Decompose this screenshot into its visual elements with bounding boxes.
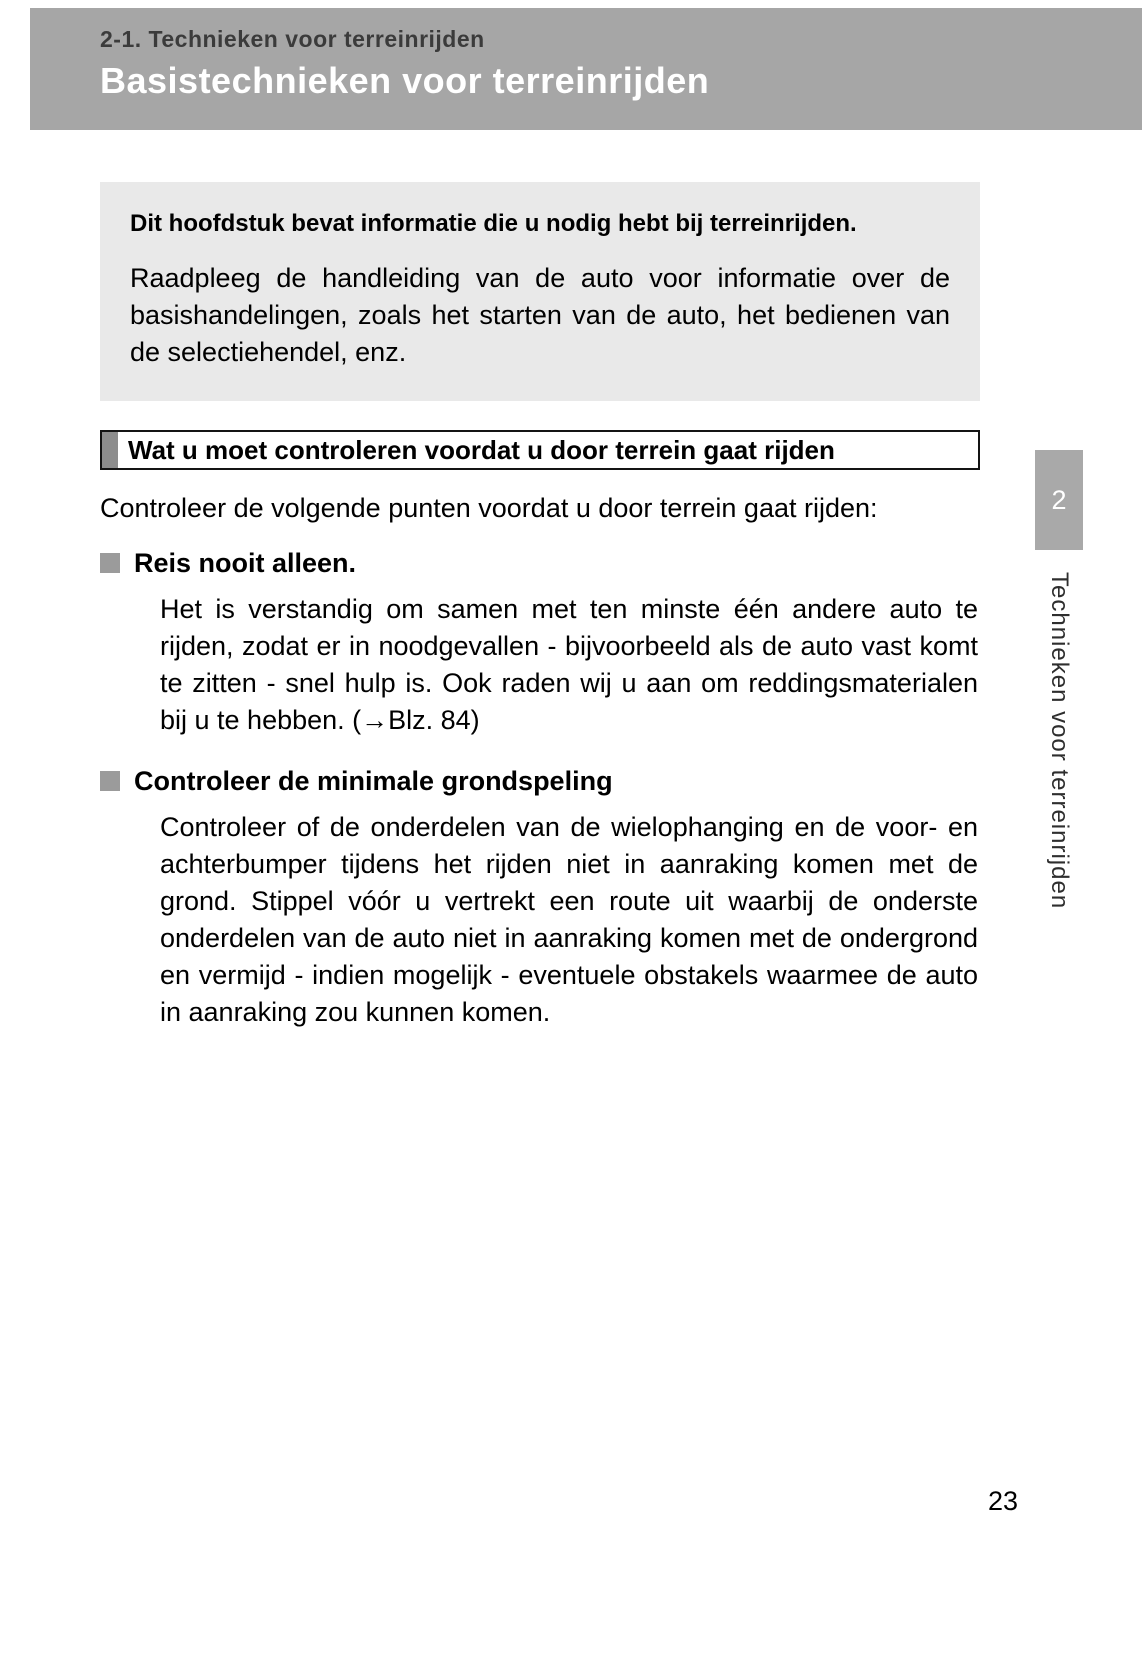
chapter-vertical-label-text: Technieken voor terreinrijden [1046, 572, 1073, 910]
page-title: Basistechnieken voor terreinrijden [100, 60, 710, 101]
heading-accent-bar [102, 432, 118, 468]
item-title-row [100, 547, 980, 579]
square-bullet-icon [100, 553, 120, 573]
body-content [100, 490, 980, 1057]
square-bullet-icon [100, 771, 120, 791]
item-title: Reis nooit alleen. [134, 548, 357, 578]
intro-box [100, 182, 980, 401]
chapter-vertical-label [1035, 572, 1083, 909]
page-number: 23 [988, 1486, 1019, 1516]
section-heading-box [100, 430, 980, 470]
item-title-row [100, 765, 980, 797]
item-title: Controleer de minimale grondspeling [134, 766, 613, 796]
list-item [100, 765, 980, 1031]
chapter-tab: 2 [1035, 450, 1083, 550]
page-header [30, 8, 1142, 130]
lead-paragraph: Controleer de volgende punten voordat u door terrein gaat rijden: [100, 493, 878, 523]
intro-bold-line: Dit hoofdstuk bevat informatie die u nodig hebt bij terreinrijden. [130, 210, 857, 237]
intro-paragraph: Raadpleeg de handleiding van de auto voor informatie over de basishandelingen, zoals het starten van de auto, het bedienen van de selectiehendel, enz. [130, 263, 950, 367]
item-body: Het is verstandig om samen met ten minste één andere auto te rijden, zodat er in noodgevallen - bijvoorbeeld als de auto vast komt te zitten - snel hulp is. Ook raden wij u aan om reddingsmaterialen bij u te hebben. (→Blz. 84) [160, 594, 978, 735]
section-heading: Wat u moet controleren voordat u door terrein gaat rijden [128, 434, 835, 465]
section-breadcrumb: 2-1. Technieken voor terreinrijden [100, 26, 485, 52]
item-body: Controleer of de onderdelen van de wielophanging en de voor- en achterbumper tijdens het rijden niet in aanraking komen met de grond. Stippel vóór u vertrekt een route uit waarbij de onderste onderdelen van de auto niet in aanraking komen met de ondergrond en vermijd - indien mogelijk - eventuele obstakels waarmee de auto in aanraking zou kunnen komen. [160, 812, 978, 1027]
list-item [100, 547, 980, 739]
